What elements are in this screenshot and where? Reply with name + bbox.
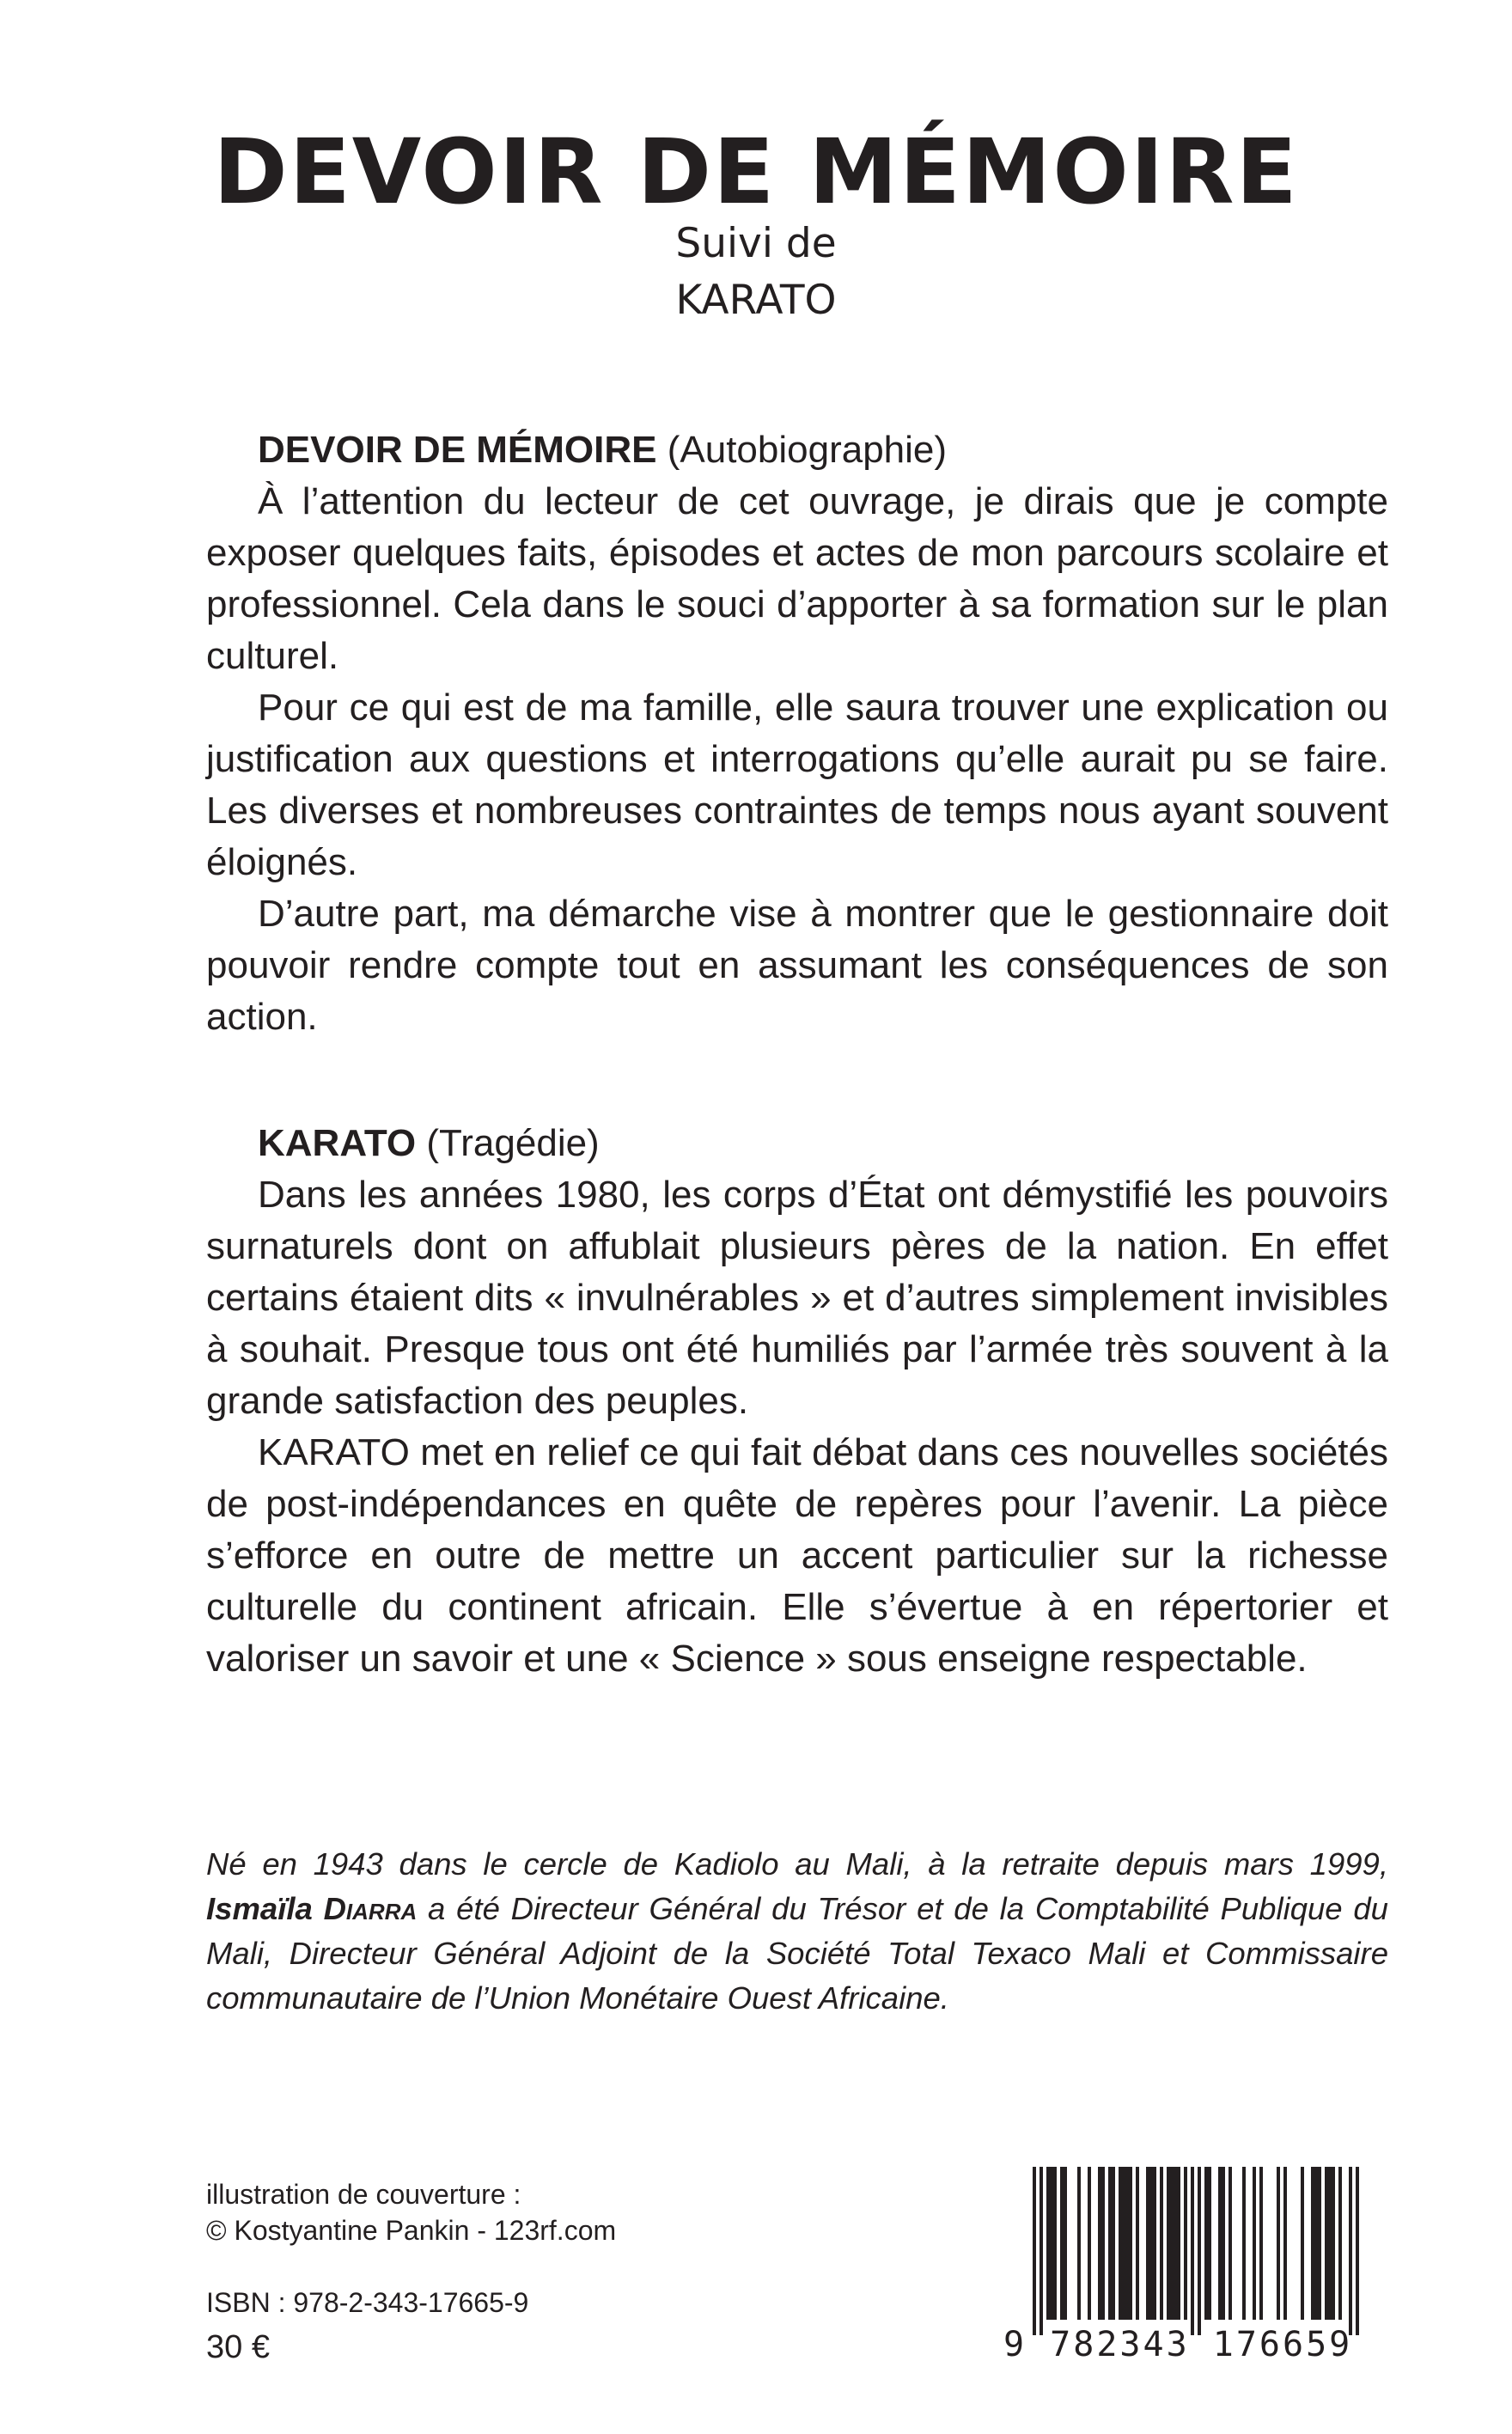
- barcode-bar: [1122, 2167, 1125, 2320]
- section-heading: [206, 424, 1388, 476]
- section-heading: [206, 1118, 1388, 1169]
- barcode-bar: [1253, 2167, 1256, 2320]
- paragraph: À l’attention du lecteur de cet ouvrage, je dirais que je compte exposer quelques faits, épisodes et actes de mon parcours scolaire et professionnel. Cela dans le souci d’apporter à sa formation sur le plan culturel.: [206, 480, 1388, 677]
- section-heading-bold: KARATO: [258, 1122, 417, 1164]
- barcode-bar: [1222, 2167, 1225, 2320]
- barcode-bar: [1218, 2167, 1222, 2320]
- barcode-bar: [1259, 2167, 1263, 2320]
- barcode-bar: [1318, 2167, 1321, 2320]
- barcode-bar: [1277, 2167, 1280, 2320]
- barcode-bar: [1153, 2167, 1156, 2320]
- barcode-bar: [1177, 2167, 1180, 2320]
- barcode-bar: [1088, 2167, 1091, 2320]
- section-devoir-de-memoire: [206, 424, 1388, 1043]
- barcode-bar: [1053, 2167, 1057, 2320]
- barcode-bar: [1174, 2167, 1177, 2320]
- illustration-credit-value: © Kostyantine Pankin - 123rf.com: [206, 2215, 617, 2246]
- paragraph: Dans les années 1980, les corps d’État ont démystifié les pouvoirs surnaturels dont on affublait plusieurs pères de la nation. En effet certains étaient dits « invulnérables » et d’autres simplement invisibles à souhait. Presque tous ont été humiliés par l’armée très souvent à la grande satisfaction des peuples.: [206, 1174, 1388, 1422]
- subtitle-second-title: KARATO: [675, 277, 837, 324]
- paragraph: KARATO met en relief ce qui fait débat dans ces nouvelles sociétés de post-indépendances en quête de repères pour l’avenir. La pièce s’efforce en outre de mettre un accent particulier sur la richesse culturelle du continent africain. Elle s’évertue à en répertorier et valoriser un savoir et une « Science » sous enseigne respectable.: [206, 1431, 1388, 1680]
- barcode-bar: [1204, 2167, 1208, 2320]
- barcode-bar: [1170, 2167, 1174, 2320]
- illustration-credit-label: illustration de couverture :: [206, 2179, 521, 2210]
- barcode-bar: [1146, 2167, 1149, 2320]
- price: 30 €: [206, 2329, 270, 2365]
- barcode-bar: [1356, 2167, 1359, 2335]
- author-bio: [206, 1842, 1388, 2021]
- barcode-bar: [1136, 2167, 1139, 2320]
- bio-text-start: Né en 1943 dans le cercle de Kadiolo au Mali, à la retraite depuis mars 1999,: [206, 1846, 1388, 1882]
- barcode-bar: [1064, 2167, 1067, 2320]
- barcode-bar: [1098, 2167, 1101, 2320]
- barcode-bar: [1112, 2167, 1115, 2320]
- section-heading-genre: (Tragédie): [416, 1122, 600, 1164]
- barcode-bar: [1060, 2167, 1064, 2320]
- section-heading-genre: (Autobiographie): [656, 429, 948, 471]
- barcode-bar: [1242, 2167, 1246, 2320]
- barcode-bar: [1191, 2167, 1194, 2335]
- barcode-bar: [1301, 2167, 1304, 2320]
- barcode-bar: [1208, 2167, 1211, 2320]
- barcode-bar: [1283, 2167, 1287, 2320]
- barcode-bar: [1349, 2167, 1352, 2335]
- barcode-bar: [1125, 2167, 1129, 2320]
- barcode-bar: [1311, 2167, 1314, 2320]
- bio-text-end: a été Directeur Général du Trésor et de la Comptabilité Publique du Mali, Directeur Général Adjoint de la Société Total Texaco Mali et Commissaire communautaire de l’Union Monétaire Ouest Africaine.: [206, 1891, 1388, 2016]
- barcode-bar: [1167, 2167, 1170, 2320]
- section-heading-bold: DEVOIR DE MÉMOIRE: [258, 429, 657, 471]
- barcode-bar: [1228, 2167, 1232, 2320]
- barcode-digits: 9 782343 176659: [1003, 2325, 1353, 2364]
- barcode-bar: [1040, 2167, 1043, 2335]
- barcode-bar: [1184, 2167, 1187, 2320]
- author-last-name: Diarra: [323, 1891, 418, 1926]
- barcode-bar: [1033, 2167, 1036, 2335]
- barcode-bar: [1328, 2167, 1332, 2320]
- barcode-bar: [1160, 2167, 1163, 2320]
- author-name: [206, 1891, 417, 1926]
- section-karato: [206, 1118, 1388, 1685]
- barcode-bar: [1119, 2167, 1122, 2320]
- barcode-bar: [1332, 2167, 1335, 2320]
- barcode-bar: [1046, 2167, 1050, 2320]
- subtitle-suivi-de: Suivi de: [675, 220, 837, 267]
- paragraph: Pour ce qui est de ma famille, elle saura trouver une explication ou justification aux questions et interrogations qu’elle aurait pu se faire. Les diverses et nombreuses contraintes de temps nous ayant souvent éloignés.: [206, 686, 1388, 883]
- book-title: DEVOIR DE MÉMOIRE: [213, 119, 1299, 224]
- barcode-bar: [1325, 2167, 1328, 2320]
- barcode-bar: [1108, 2167, 1112, 2320]
- paragraph: D’autre part, ma démarche vise à montrer que le gestionnaire doit pouvoir rendre compte tout en assumant les conséquences de son action.: [206, 893, 1388, 1038]
- barcode-bar: [1050, 2167, 1053, 2320]
- author-first-name: Ismaïla: [206, 1891, 324, 1926]
- barcode-bar: [1198, 2167, 1201, 2335]
- barcode-bar: [1129, 2167, 1132, 2320]
- barcode-bar: [1314, 2167, 1318, 2320]
- barcode-bar: [1077, 2167, 1081, 2320]
- barcode-bar: [1101, 2167, 1105, 2320]
- isbn: ISBN : 978-2-343-17665-9: [206, 2287, 529, 2318]
- barcode-bar: [1338, 2167, 1342, 2320]
- barcode-bar: [1149, 2167, 1153, 2320]
